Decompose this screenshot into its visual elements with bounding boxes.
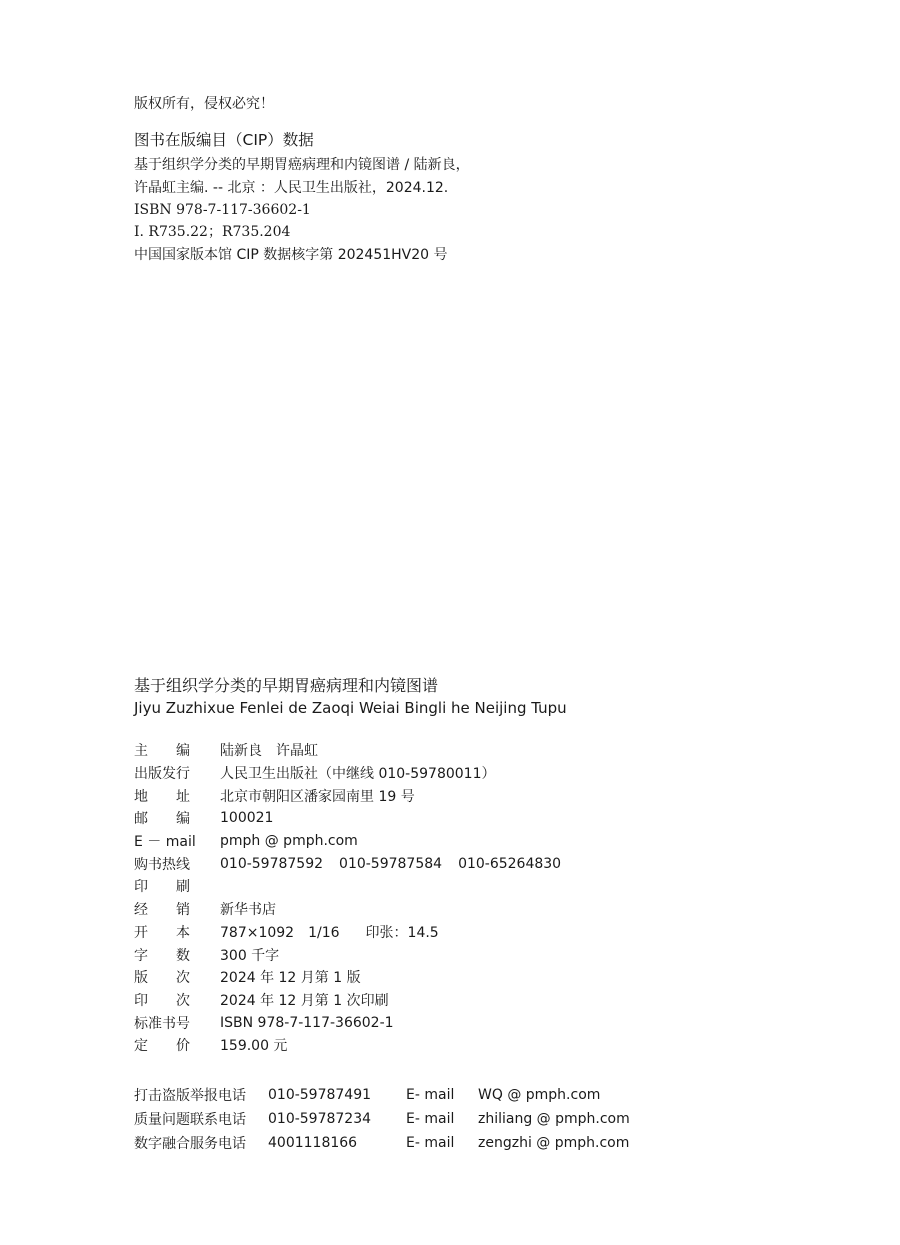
info-label: 印 次 (134, 992, 190, 1009)
info-row-words (134, 943, 561, 966)
info-label: 开 本 (134, 924, 190, 941)
info-value-address: 北京市朝阳区潘家园南里 19 号 (220, 788, 415, 805)
cip-classification: Ⅰ. R735.22；R735.204 (134, 224, 291, 240)
format-size: 787×1092 1/16 (220, 924, 340, 941)
contact-row-piracy (134, 1083, 630, 1107)
info-row-printing (134, 989, 561, 1012)
contact-phone: 010-59787234 (268, 1111, 372, 1127)
hotline-number: 010-59787584 (339, 855, 443, 872)
info-label: 购书热线 (134, 856, 190, 873)
cip-line-1: 基于组织学分类的早期胃癌病理和内镜图谱 / 陆新良， (134, 157, 470, 173)
contact-email: zhiliang @ pmph.com (478, 1111, 630, 1127)
info-row-printer (134, 875, 561, 898)
contact-row-quality (134, 1107, 630, 1131)
info-label: E － mail (134, 834, 196, 851)
cip-isbn: ISBN 978-7-117-36602-1 (134, 202, 311, 218)
info-row-address (134, 784, 561, 807)
info-value-words: 300 千字 (220, 947, 280, 964)
contact-label: 数字融合服务电话 (134, 1136, 246, 1152)
info-label: 定 价 (134, 1038, 190, 1055)
contact-phone: 4001118166 (268, 1135, 358, 1151)
info-value-isbn: ISBN 978-7-117-36602-1 (220, 1014, 394, 1031)
info-row-hotline (134, 852, 561, 875)
info-value-email: pmph @ pmph.com (220, 833, 358, 850)
info-label: 字 数 (134, 947, 190, 964)
copyright-notice: 版权所有，侵权必究！ (134, 96, 274, 112)
info-value-distributor: 新华书店 (220, 902, 276, 919)
info-value-publisher: 人民卫生出版社（中继线 010-59780011） (220, 766, 496, 783)
info-label: 版 次 (134, 970, 190, 987)
info-row-publisher (134, 762, 561, 785)
publication-info (134, 739, 561, 1057)
format-sheets: 印张：14.5 (365, 924, 439, 941)
contact-phone: 010-59787491 (268, 1087, 372, 1103)
hotline-number: 010-65264830 (458, 855, 562, 872)
info-value-postcode: 100021 (220, 810, 274, 827)
contact-label: 质量问题联系电话 (134, 1112, 246, 1128)
info-value-format (220, 922, 439, 942)
info-row-postcode (134, 807, 561, 830)
info-row-edition (134, 966, 561, 989)
info-label: 标准书号 (134, 1015, 190, 1032)
contact-block (134, 1083, 630, 1155)
info-row-email (134, 830, 561, 853)
info-row-price (134, 1034, 561, 1057)
cip-heading: 图书在版编目（CIP）数据 (134, 131, 314, 149)
contact-email-label: E- mail (406, 1135, 455, 1151)
info-value-edition: 2024 年 12 月第 1 版 (220, 970, 361, 987)
book-pinyin-title: Jiyu Zuzhixue Fenlei de Zaoqi Weiai Bingli he Neijing Tupu (134, 699, 567, 717)
info-value-price: 159.00 元 (220, 1038, 288, 1055)
info-row-editor (134, 739, 561, 762)
info-value-hotline (220, 856, 561, 872)
info-label: 邮 编 (134, 811, 190, 828)
book-title: 基于组织学分类的早期胃癌病理和内镜图谱 (134, 676, 439, 695)
hotline-number: 010-59787592 (220, 855, 324, 872)
contact-email-label: E- mail (406, 1087, 455, 1103)
contact-email: WQ @ pmph.com (478, 1087, 601, 1103)
info-label: 地 址 (134, 788, 190, 805)
info-label: 印 刷 (134, 879, 190, 896)
info-row-isbn (134, 1011, 561, 1034)
info-value-editor: 陆新良 许晶虹 (220, 743, 318, 760)
info-label: 主 编 (134, 743, 190, 760)
cip-line-2: 许晶虹主编. -- 北京 ：人民卫生出版社，2024.12. (134, 180, 449, 196)
info-label: 经 销 (134, 902, 190, 919)
contact-label: 打击盗版举报电话 (134, 1088, 246, 1104)
contact-row-digital (134, 1131, 630, 1155)
info-row-distributor (134, 898, 561, 921)
contact-email-label: E- mail (406, 1111, 455, 1127)
contact-email: zengzhi @ pmph.com (478, 1135, 630, 1151)
info-label: 出版发行 (134, 766, 190, 783)
info-row-format (134, 921, 561, 944)
cip-number: 中国国家版本馆 CIP 数据核字第 202451HV20 号 (134, 247, 448, 263)
info-value-printing: 2024 年 12 月第 1 次印刷 (220, 992, 389, 1009)
